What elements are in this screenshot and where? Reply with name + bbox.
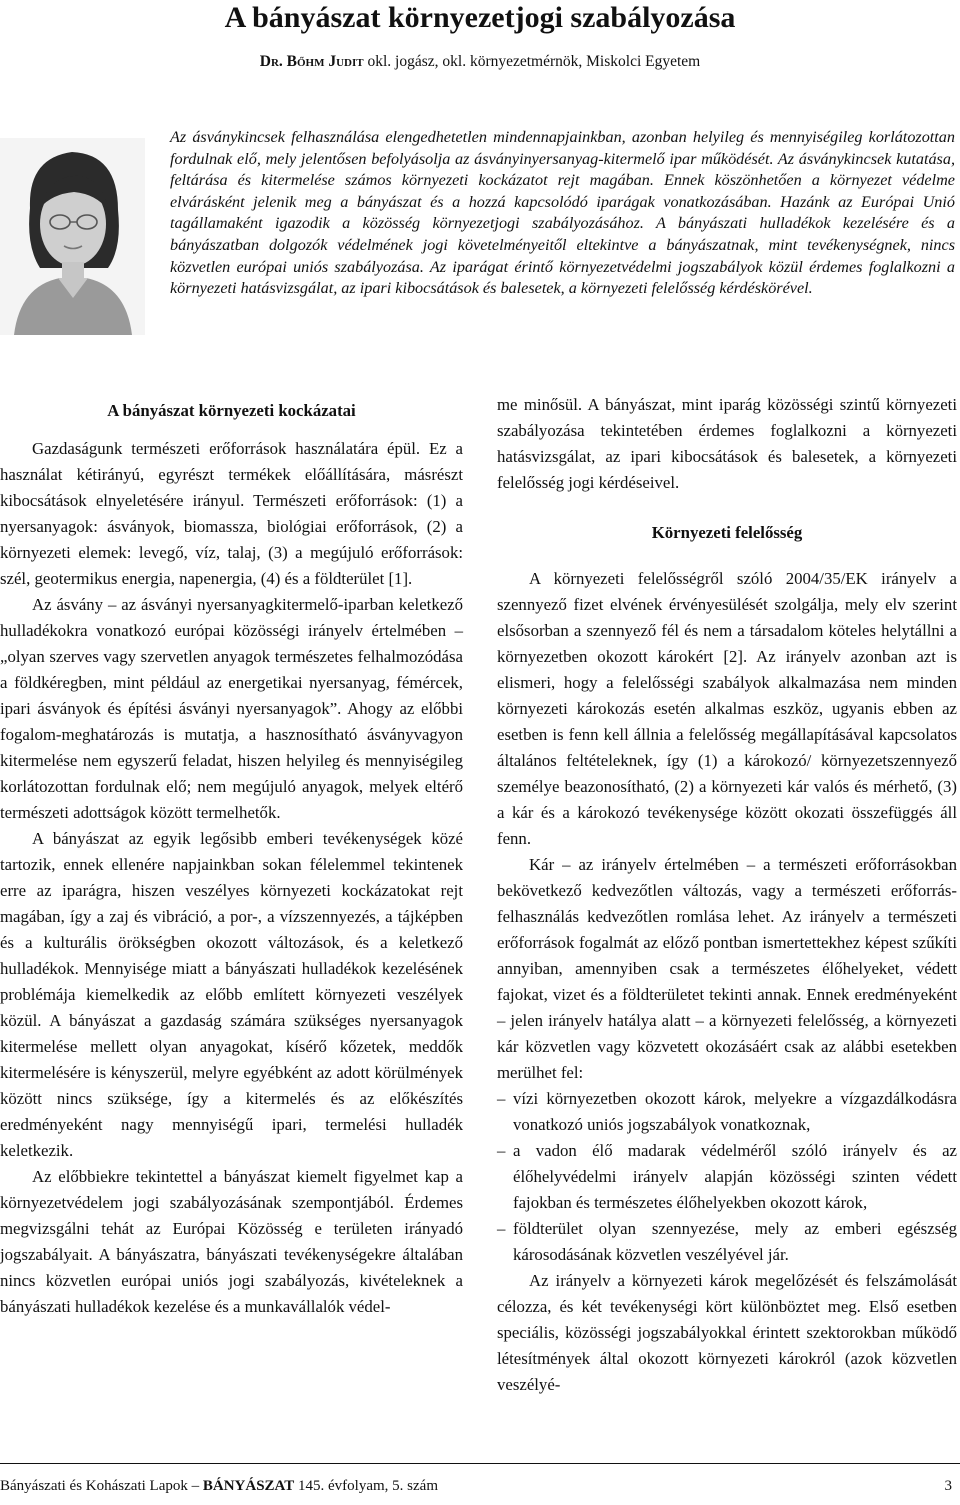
footer-rule — [0, 1463, 960, 1464]
paragraph-continuation: me minősül. A bányászat, mint iparág közösségi szintű környezeti szabályozása tekintetében érdemes foglalkozni a környezeti hatásvizsgálat, az ipari kibocsátások és balesetek, a környezeti felelősség jogi kérdéseivel. — [497, 395, 957, 492]
journal-series: BÁNYÁSZAT — [202, 1478, 295, 1494]
section-heading-risks: A bányászat környezeti kockázatai — [107, 401, 356, 420]
page-footer — [0, 1476, 960, 1496]
list-dash: – — [497, 1089, 506, 1108]
paragraph: Gazdaságunk természeti erőforrások használatára épül. Ez a használat kétirányú, egyrészt termékek előállítására, másrészt kibocsátások elnyeletésére irányul. Természeti erőforrások: (1) a nyersanyagok: ásványok, biomassza, biológiai erőforrások, (2) a környezeti elemek: levegő, víz, talaj, (3) a megújuló erőforrások: szél, geotermikus energia, napenergia, (4) és a földterület [1]. — [0, 439, 463, 588]
journal-issue: 145. évfolyam, 5. szám — [298, 1478, 438, 1494]
author-photo — [0, 138, 145, 335]
left-column — [0, 392, 463, 1320]
paragraph: Az ásvány – az ásványi nyersanyagkitermelő-iparban keletkező hulladékokra vonatkozó európai közösségi irányelv értelmében – „olyan szerves vagy szervetlen anyagok természetes felhalmozódása a földkéregben, mint például az energetikai nyersanyag, fémércek, ipari ásványok és építési ásványi nyersanyagok”. Ahogy az előbbi fogalom-meghatározás is mutatja, a hasznosítható ásványvagyon kitermelése nem egyszerű feladat, hiszen helyileg és mennyiségileg korlátozottan fordulnak elő; nem megújuló anyagok, melyek eltérő természeti adottságok között termelhetők. — [0, 595, 463, 822]
author-affiliation: okl. jogász, okl. környezetmérnök, Miskolci Egyetem — [367, 53, 701, 70]
list-dash: – — [497, 1219, 506, 1238]
damage-cases-list — [497, 1086, 957, 1268]
paragraph: Az előbbiekre tekintettel a bányászat kiemelt figyelmet kap a környezetvédelem jogi szabályozásának szempontjából. Érdemes megvizsgálni tehát az Európai Közösség e területen irányadó jogszabályait. A bányászatra, bányászati tevékenységekre általában nincs közvetlen európai uniós jogi szabályozás, kivételeknek a bányászati hulladékok kezelése és a munkavállalók védel- — [0, 1167, 463, 1316]
list-item: – vízi környezetben okozott károk, melyekre a vízgazdálkodásra vonatkozó uniós jogszabályok vonatkoznak, — [497, 1086, 957, 1138]
right-column — [497, 392, 957, 1398]
author-byline — [0, 52, 960, 72]
paragraph: A környezeti felelősségről szóló 2004/35/EK irányelv a szennyező fizet elvének érvényesülését szolgálja, mely elv szerint elsősorban a szennyező fél és nem a társadalom köteles helytállni a környezetben okozott károkért [2]. Az irányelv azonban azt is elismeri, hogy a felelősségi szabályok alkalmazása nem minden környezeti károkozás esetén alkalmas eszköz, ugyanis ebben az esetben is fenn kell állnia a felelősség megállapításával kapcsolatos általános feltételeknek, így (1) a károkozó/ környezetszennyező személye beazonosítható, (2) a környezeti kár valós és mérhető, (3) a kár és a károkozó tevékenysége között okozati összefüggés áll fenn. — [497, 569, 957, 848]
page-number: 3 — [944, 1478, 952, 1494]
portrait-image — [0, 138, 145, 335]
paragraph: Az irányelv a környezeti károk megelőzését és felszámolását célozza, és két tevékenységi kört különböztet meg. Első esetben speciális, közösségi jogszabályokkal érintett szektorokban működő létesítmények által okozott környezeti károkról (azok közvetlen veszélyé- — [497, 1271, 957, 1394]
journal-name: Bányászati és Kohászati Lapok — [0, 1478, 188, 1494]
abstract: Az ásványkincsek felhasználása elengedhetetlen mindennapjainkban, azonban helyileg és mennyiségileg korlátozottan fordulnak elő, mely jelentősen befolyásolja az ásványinyersanyag-kitermelő ipar működését. Az ásványkincsek kutatása, feltárása és kitermelése számos környezeti kockázatot rejt magában. Ennek köszönhetően a környezet védelme elvárásként jelenik meg a bányászat és a hozzá kapcsolódó iparágak vonatkozásában. Hazánk az Európai Unió tagállamaként igazodik a közösség környezetjogi szabályozásához. A bányászati hulladékok kezelésére és a bányászatban dolgozók védelmének jogi követelményeitől eltekintve a bányászatnak, mint tevékenységnek, nincs közvetlen európai uniós szabályozása. Az iparágat érintő környezetvédelmi jogszabályok közül érdemes foglalkozni a környezeti hatásvizsgálat, az ipari kibocsátások és balesetek, a környezeti felelősség kérdéskörével. — [170, 128, 955, 298]
paragraph: Kár – az irányelv értelmében – a természeti erőforrásokban bekövetkező kedvezőtlen változás, vagy a természeti erőforrás-felhasználás kedvezőtlen romlása lehet. Az irányelv a természeti erőforrások fogalmát az előző pontban ismertettekhez képest szűkíti annyiban, amennyiben csak a természetes élőhelyeket, védett fajokat, vizet és a földterületet tekinti annak. Ennek eredményeként – jelen irányelv hatálya alatt – a környezeti felelősség, a környezeti kár közvetlen vagy közvetett okozásáért csak az alábbi esetekben merülhet fel: — [497, 855, 957, 1082]
section-heading-liability: Környezeti felelősség — [651, 523, 803, 542]
article-title: A bányászat környezetjogi szabályozása — [224, 1, 736, 34]
paragraph: A bányászat az egyik legősibb emberi tevékenységek közé tartozik, ennek ellenére napjainkban sokan félelemmel tekintenek erre az iparágra, hiszen veszélyes környezeti kockázatokat rejt magában, így a zaj és vibráció, a por-, a vízszennyezés, a tájképben és a kulturális örökségben okozott változások, és a keletkező hulladékok. Mennyisége miatt a bányászati hulladékok kezelésének problémája kiemelkedik az előbb említett környezeti veszélyek közül. A bányászat a gazdaság számára szükséges nyersanyagok kitermelése mellett olyan anyagokat, kísérő kőzetek, meddők kitermelésére is kényszerül, melyre egyébként az adott körülmények között nincs szüksége, így a kitermelés és az előkészítés eredményeként nagy mennyiségű ipari, termelési hulladék keletkezik. — [0, 829, 463, 1160]
list-item: – földterület olyan szennyezése, mely az emberi egészség károsodásának közvetlen veszélyével jár. — [497, 1216, 957, 1268]
list-item: – a vadon élő madarak védelméről szóló irányelv és az élőhelyvédelmi irányelv alapján közösségi szinten védett fajokban és természetes élőhelyekben okozott károk, — [497, 1138, 957, 1216]
footer-dash: – — [191, 1478, 200, 1494]
author-name: Dr. Bőhm Judit — [259, 53, 364, 70]
list-dash: – — [497, 1141, 506, 1160]
